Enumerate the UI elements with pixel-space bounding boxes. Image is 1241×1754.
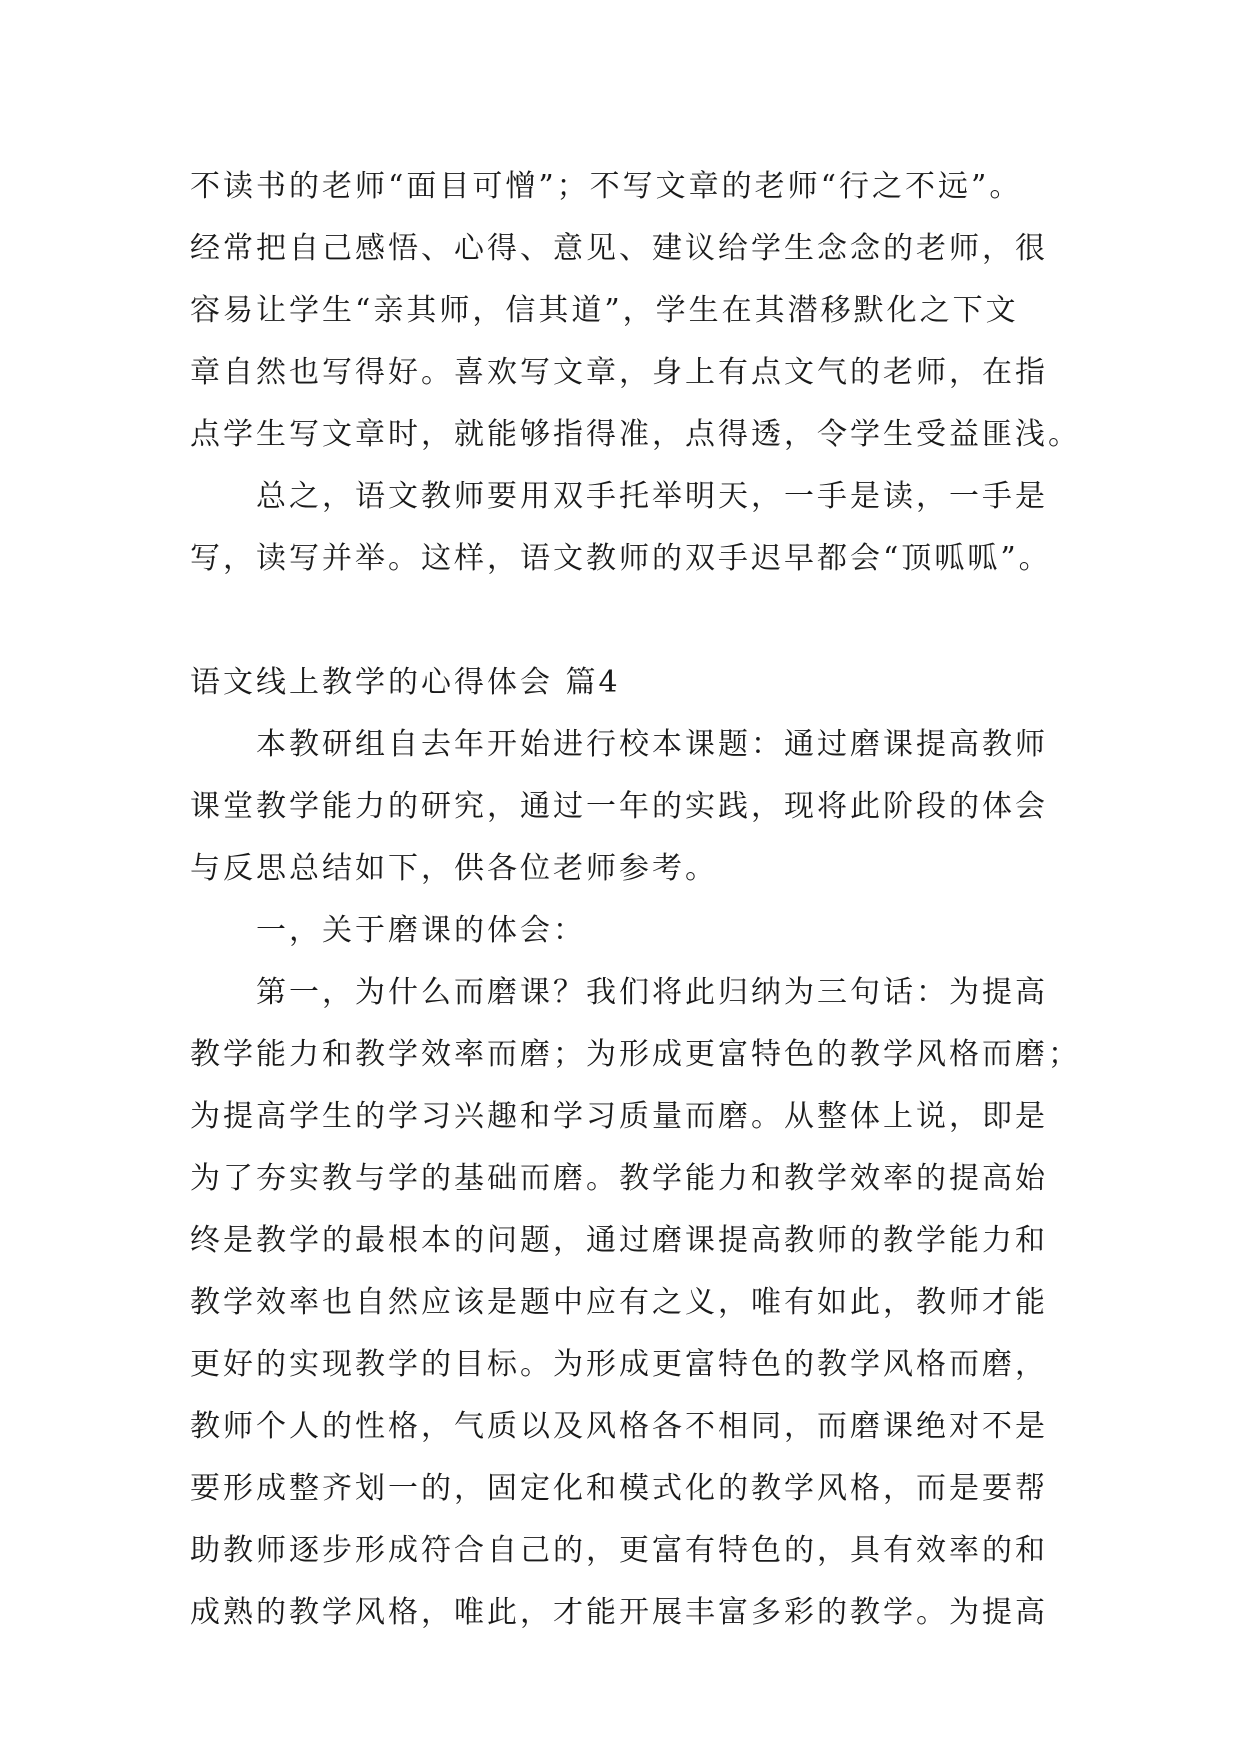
text-line: 与反思总结如下，供各位老师参考。 <box>190 851 718 886</box>
text-line: 助教师逐步形成符合自己的，更富有特色的，具有效率的和 <box>190 1533 1048 1568</box>
text-line: 第一，为什么而磨课？我们将此归纳为三句话：为提高 <box>190 975 1048 1010</box>
text-line: 总之，语文教师要用双手托举明天，一手是读，一手是 <box>190 479 1048 514</box>
document-body <box>190 156 1081 1644</box>
text-line: 教学能力和教学效率而磨；为形成更富特色的教学风格而磨； <box>190 1037 1081 1072</box>
blank-line <box>190 590 1060 652</box>
text-line: 经常把自己感悟、心得、意见、建议给学生念念的老师，很 <box>190 231 1048 266</box>
text-line: 要形成整齐划一的，固定化和模式化的教学风格，而是要帮 <box>190 1471 1048 1506</box>
text-line: 终是教学的最根本的问题，通过磨课提高教师的教学能力和 <box>190 1223 1048 1258</box>
text-line: 章自然也写得好。喜欢写文章，身上有点文气的老师，在指 <box>190 355 1048 390</box>
text-line: 容易让学生“亲其师，信其道”，学生在其潜移默化之下文 <box>190 293 1019 328</box>
text-line: 课堂教学能力的研究，通过一年的实践，现将此阶段的体会 <box>190 789 1048 824</box>
text-line: 不读书的老师“面目可憎”；不写文章的老师“行之不远”。 <box>190 169 1023 204</box>
text-line: 本教研组自去年开始进行校本课题：通过磨课提高教师 <box>190 727 1048 762</box>
paragraph-block-top <box>190 156 1081 590</box>
text-line: 点学生写文章时，就能够指得准，点得透，令学生受益匪浅。 <box>190 417 1081 452</box>
section-heading: 语文线上教学的心得体会 篇4 <box>190 665 621 700</box>
text-line: 成熟的教学风格，唯此，才能开展丰富多彩的教学。为提高 <box>190 1595 1048 1630</box>
paragraph-block-bottom <box>190 714 1081 1644</box>
text-line: 为提高学生的学习兴趣和学习质量而磨。从整体上说，即是 <box>190 1099 1048 1134</box>
text-line: 一，关于磨课的体会： <box>190 913 586 948</box>
text-line: 教学效率也自然应该是题中应有之义，唯有如此，教师才能 <box>190 1285 1048 1320</box>
text-line: 为了夯实教与学的基础而磨。教学能力和教学效率的提高始 <box>190 1161 1048 1196</box>
text-line: 写，读写并举。这样，语文教师的双手迟早都会“顶呱呱”。 <box>190 541 1052 576</box>
text-line: 更好的实现教学的目标。为形成更富特色的教学风格而磨， <box>190 1347 1048 1382</box>
text-line: 教师个人的性格，气质以及风格各不相同，而磨课绝对不是 <box>190 1409 1048 1444</box>
